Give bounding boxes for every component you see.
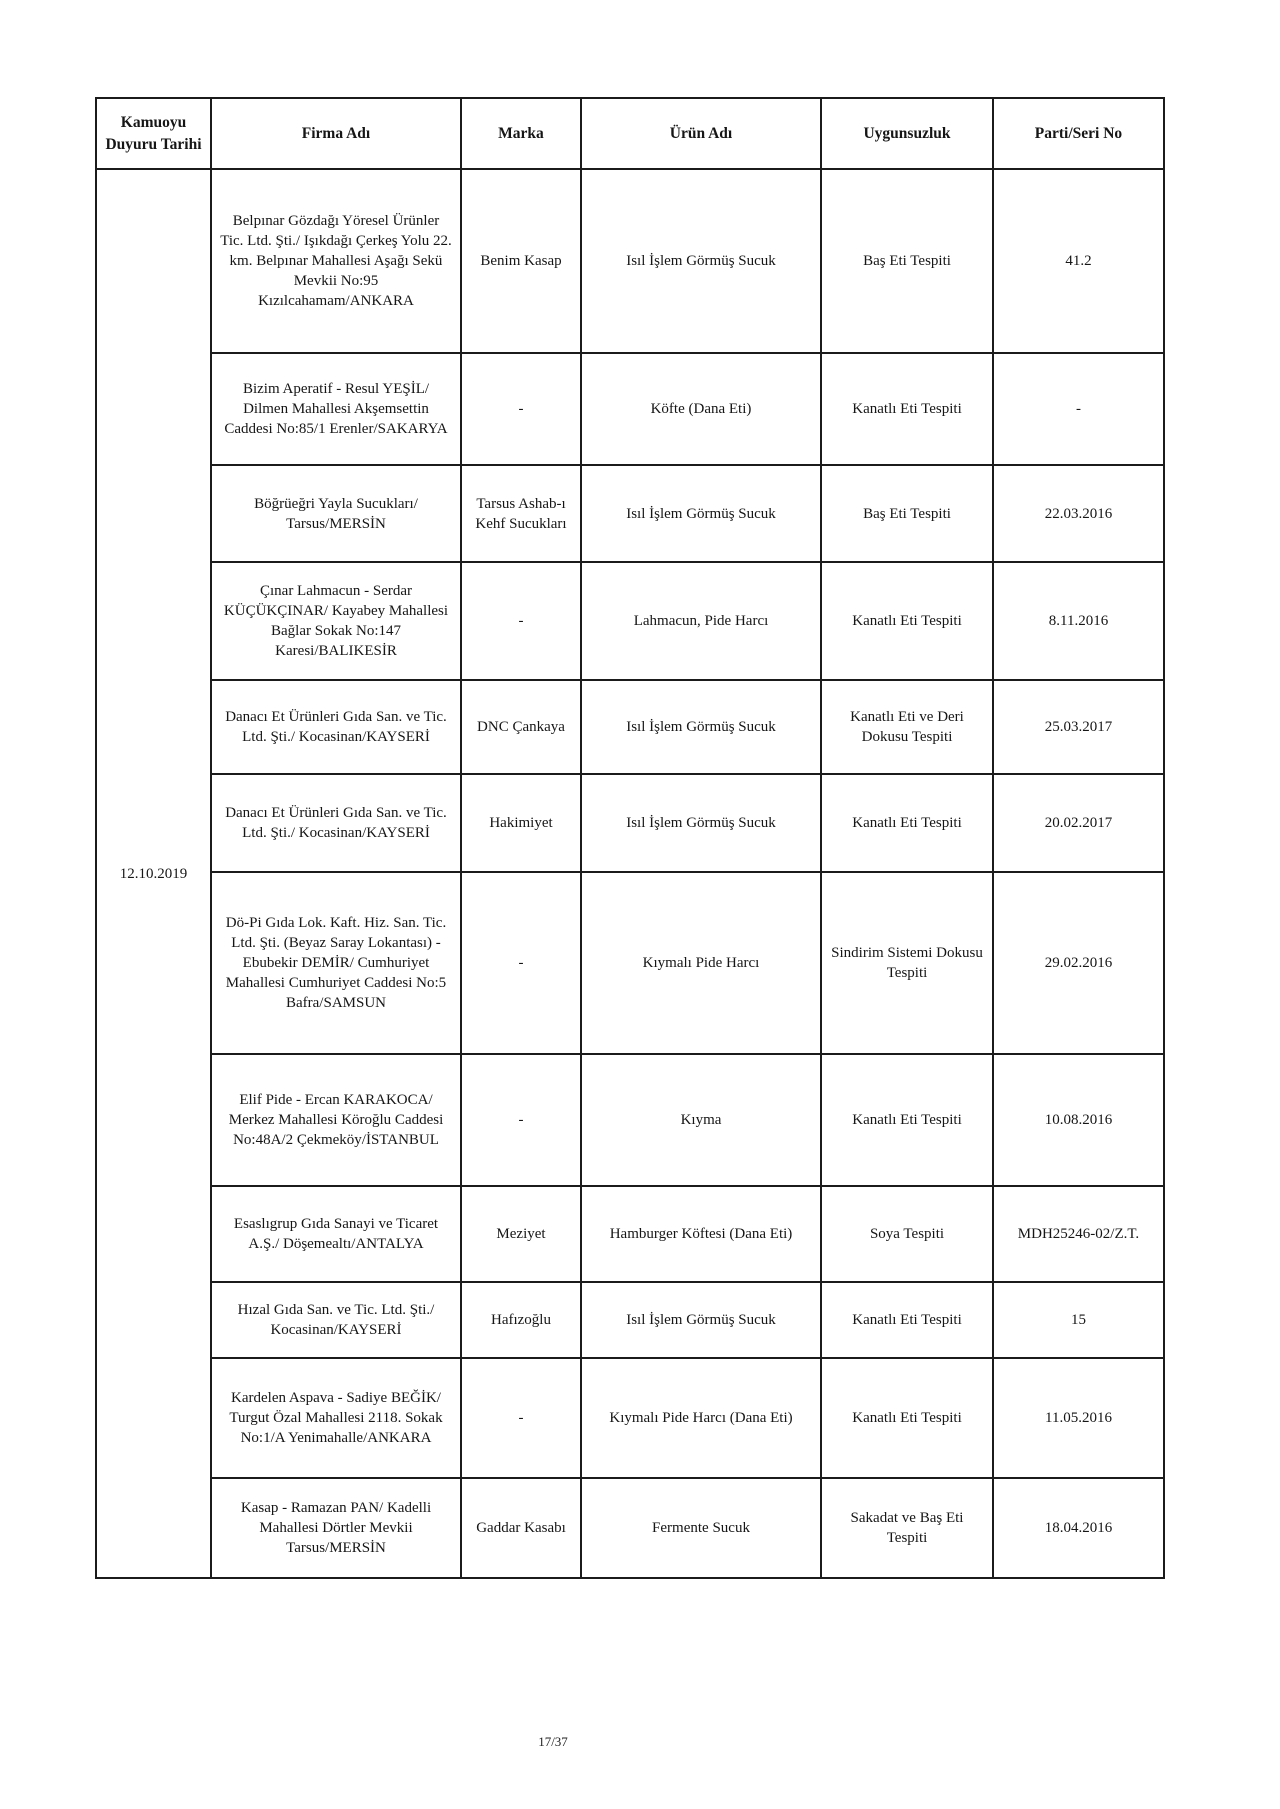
firma-cell: Kasap - Ramazan PAN/ Kadelli Mahallesi Dörtler Mevkii Tarsus/MERSİN bbox=[211, 1478, 461, 1578]
parti-seri-cell: 20.02.2017 bbox=[993, 774, 1164, 872]
parti-seri-cell: 15 bbox=[993, 1282, 1164, 1358]
urun-cell: Hamburger Köftesi (Dana Eti) bbox=[581, 1186, 821, 1282]
table-row bbox=[96, 1478, 1164, 1578]
column-header-marka: Marka bbox=[461, 98, 581, 169]
parti-seri-cell: 11.05.2016 bbox=[993, 1358, 1164, 1478]
table-row bbox=[96, 1282, 1164, 1358]
uygunsuzluk-cell: Sakadat ve Baş Eti Tespiti bbox=[821, 1478, 993, 1578]
firma-cell: Danacı Et Ürünleri Gıda San. ve Tic. Ltd. Şti./ Kocasinan/KAYSERİ bbox=[211, 774, 461, 872]
parti-seri-cell: 22.03.2016 bbox=[993, 465, 1164, 562]
urun-cell: Lahmacun, Pide Harcı bbox=[581, 562, 821, 680]
urun-cell: Kıymalı Pide Harcı bbox=[581, 872, 821, 1054]
urun-cell: Isıl İşlem Görmüş Sucuk bbox=[581, 169, 821, 353]
parti-seri-cell: MDH25246-02/Z.T. bbox=[993, 1186, 1164, 1282]
table-row bbox=[96, 1054, 1164, 1186]
uygunsuzluk-cell: Baş Eti Tespiti bbox=[821, 465, 993, 562]
announcement-date-cell: 12.10.2019 bbox=[96, 169, 211, 1578]
urun-cell: Kıyma bbox=[581, 1054, 821, 1186]
column-header-parti-seri-no: Parti/Seri No bbox=[993, 98, 1164, 169]
firma-cell: Hızal Gıda San. ve Tic. Ltd. Şti./ Kocasinan/KAYSERİ bbox=[211, 1282, 461, 1358]
firma-cell: Dö-Pi Gıda Lok. Kaft. Hiz. San. Tic. Ltd. Şti. (Beyaz Saray Lokantası) - Ebubekir DEMİR/ Cumhuriyet Mahallesi Cumhuriyet Caddesi No:5 Bafra/SAMSUN bbox=[211, 872, 461, 1054]
marka-cell: Benim Kasap bbox=[461, 169, 581, 353]
parti-seri-cell: - bbox=[993, 353, 1164, 465]
urun-cell: Kıymalı Pide Harcı (Dana Eti) bbox=[581, 1358, 821, 1478]
urun-cell: Köfte (Dana Eti) bbox=[581, 353, 821, 465]
table-row bbox=[96, 353, 1164, 465]
table-row bbox=[96, 562, 1164, 680]
table-row bbox=[96, 774, 1164, 872]
uygunsuzluk-cell: Sindirim Sistemi Dokusu Tespiti bbox=[821, 872, 993, 1054]
uygunsuzluk-cell: Kanatlı Eti Tespiti bbox=[821, 774, 993, 872]
parti-seri-cell: 18.04.2016 bbox=[993, 1478, 1164, 1578]
marka-cell: Tarsus Ashab-ı Kehf Sucukları bbox=[461, 465, 581, 562]
firma-cell: Belpınar Gözdağı Yöresel Ürünler Tic. Ltd. Şti./ Işıkdağı Çerkeş Yolu 22. km. Belpınar Mahallesi Aşağı Sekü Mevkii No:95 Kızılcahamam/ANKARA bbox=[211, 169, 461, 353]
table-row bbox=[96, 169, 1164, 353]
marka-cell: - bbox=[461, 353, 581, 465]
urun-cell: Isıl İşlem Görmüş Sucuk bbox=[581, 680, 821, 774]
marka-cell: DNC Çankaya bbox=[461, 680, 581, 774]
urun-cell: Isıl İşlem Görmüş Sucuk bbox=[581, 465, 821, 562]
marka-cell: Meziyet bbox=[461, 1186, 581, 1282]
uygunsuzluk-cell: Kanatlı Eti Tespiti bbox=[821, 562, 993, 680]
uygunsuzluk-cell: Soya Tespiti bbox=[821, 1186, 993, 1282]
marka-cell: Hakimiyet bbox=[461, 774, 581, 872]
parti-seri-cell: 8.11.2016 bbox=[993, 562, 1164, 680]
marka-cell: - bbox=[461, 1054, 581, 1186]
firma-cell: Danacı Et Ürünleri Gıda San. ve Tic. Ltd. Şti./ Kocasinan/KAYSERİ bbox=[211, 680, 461, 774]
firma-cell: Bizim Aperatif - Resul YEŞİL/ Dilmen Mahallesi Akşemsettin Caddesi No:85/1 Erenler/SAKARYA bbox=[211, 353, 461, 465]
table-row bbox=[96, 465, 1164, 562]
column-header-firma-adi: Firma Adı bbox=[211, 98, 461, 169]
uygunsuzluk-cell: Kanatlı Eti Tespiti bbox=[821, 1358, 993, 1478]
firma-cell: Çınar Lahmacun - Serdar KÜÇÜKÇINAR/ Kayabey Mahallesi Bağlar Sokak No:147 Karesi/BALIKESİR bbox=[211, 562, 461, 680]
parti-seri-cell: 10.08.2016 bbox=[993, 1054, 1164, 1186]
page-number: 17/37 bbox=[538, 1734, 568, 1749]
table-row bbox=[96, 872, 1164, 1054]
table-row bbox=[96, 1186, 1164, 1282]
urun-cell: Isıl İşlem Görmüş Sucuk bbox=[581, 774, 821, 872]
marka-cell: Hafızoğlu bbox=[461, 1282, 581, 1358]
parti-seri-cell: 25.03.2017 bbox=[993, 680, 1164, 774]
parti-seri-cell: 29.02.2016 bbox=[993, 872, 1164, 1054]
marka-cell: - bbox=[461, 1358, 581, 1478]
marka-cell: - bbox=[461, 872, 581, 1054]
marka-cell: - bbox=[461, 562, 581, 680]
column-header-duyuru-tarihi: Kamuoyu Duyuru Tarihi bbox=[96, 98, 211, 169]
firma-cell: Esaslıgrup Gıda Sanayi ve Ticaret A.Ş./ Döşemealtı/ANTALYA bbox=[211, 1186, 461, 1282]
recall-table bbox=[95, 97, 1165, 1579]
table-row bbox=[96, 680, 1164, 774]
uygunsuzluk-cell: Kanatlı Eti Tespiti bbox=[821, 1054, 993, 1186]
marka-cell: Gaddar Kasabı bbox=[461, 1478, 581, 1578]
firma-cell: Elif Pide - Ercan KARAKOCA/ Merkez Mahallesi Köroğlu Caddesi No:48A/2 Çekmeköy/İSTANBUL bbox=[211, 1054, 461, 1186]
column-header-uygunsuzluk: Uygunsuzluk bbox=[821, 98, 993, 169]
column-header-urun-adi: Ürün Adı bbox=[581, 98, 821, 169]
uygunsuzluk-cell: Kanatlı Eti ve Deri Dokusu Tespiti bbox=[821, 680, 993, 774]
firma-cell: Kardelen Aspava - Sadiye BEĞİK/ Turgut Özal Mahallesi 2118. Sokak No:1/A Yenimahalle/ANKARA bbox=[211, 1358, 461, 1478]
uygunsuzluk-cell: Kanatlı Eti Tespiti bbox=[821, 1282, 993, 1358]
uygunsuzluk-cell: Baş Eti Tespiti bbox=[821, 169, 993, 353]
firma-cell: Böğrüeğri Yayla Sucukları/ Tarsus/MERSİN bbox=[211, 465, 461, 562]
parti-seri-cell: 41.2 bbox=[993, 169, 1164, 353]
urun-cell: Fermente Sucuk bbox=[581, 1478, 821, 1578]
table-row bbox=[96, 1358, 1164, 1478]
uygunsuzluk-cell: Kanatlı Eti Tespiti bbox=[821, 353, 993, 465]
header-row bbox=[96, 98, 1164, 169]
urun-cell: Isıl İşlem Görmüş Sucuk bbox=[581, 1282, 821, 1358]
